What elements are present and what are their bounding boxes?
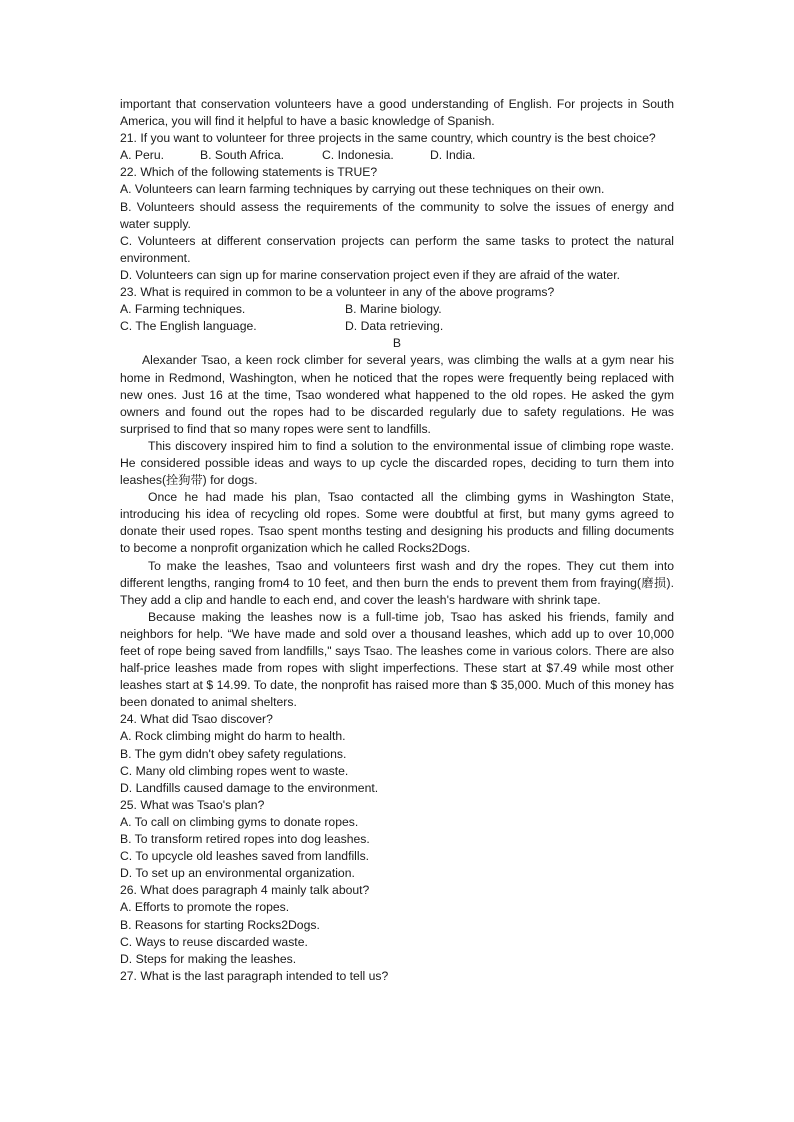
option-b: B. The gym didn't obey safety regulations. [120,746,347,761]
option-a: A. Volunteers can learn farming techniques by carrying out these techniques on their own. [120,182,605,197]
option-c: C. The English language. [120,319,257,334]
question-stem: 24. What did Tsao discover? [120,712,273,727]
question-22 [120,164,674,284]
question-stem: 25. What was Tsao's plan? [120,797,265,812]
option-b: B. South Africa. [200,148,285,163]
passage-b [120,352,674,711]
options-row [120,318,674,335]
option-c: C. To upcycle old leashes saved from landfills. [120,849,370,864]
option-d: D. Data retrieving. [345,319,444,334]
question-21 [120,130,674,164]
option-a: A. To call on climbing gyms to donate ropes. [120,814,359,829]
option-b: B. To transform retired ropes into dog leashes. [120,832,370,847]
option-c: C. Indonesia. [322,148,394,163]
option-a: A. Peru. [120,148,165,163]
option-a: A. Rock climbing might do harm to health. [120,729,346,744]
paragraph-1: Alexander Tsao, a keen rock climber for several years, was climbing the walls at a gym near his home in Redmond, Washington, when he noticed that the ropes were frequently being replaced with new ones. Just 16 at the time, Tsao wondered what happened to the old ropes. He asked the gym owners and found out the ropes had to be discarded regularly due to safety regulations. He was surprised to find that so many ropes were sent to landfills. [120,353,674,436]
question-26 [120,882,674,967]
document-page [120,96,674,985]
section-b-heading: B [392,336,402,351]
question-25 [120,797,674,882]
option-b: B. Volunteers should assess the requirements of the community to solve the issues of energy and water supply. [120,199,674,231]
options-row [120,147,674,164]
question-stem: 27. What is the last paragraph intended to tell us? [120,968,389,983]
question-23 [120,284,674,335]
question-27 [120,968,674,985]
paragraph-4: To make the leashes, Tsao and volunteers first wash and dry the ropes. They cut them into different lengths, ranging from4 to 10 feet, and then burn the ends to prevent them from fraying(磨损). They add a clip and handle to each end, and cover the leash's hardware with shrink tape. [120,558,674,607]
option-d: D. To set up an environmental organization. [120,866,355,881]
option-d: D. Landfills caused damage to the environment. [120,780,379,795]
option-b: B. Reasons for starting Rocks2Dogs. [120,917,320,932]
paragraph-5: Because making the leashes now is a full-time job, Tsao has asked his friends, family and neighbors for help. “We have made and sold over a thousand leashes, which add up to over 10,000 feet of rope being saved from landfills," says Tsao. The leashes come in various colors. There are also half-price leashes made from ropes with slight imperfections. These start at $7.49 while most other leashes start at $ 14.99. To date, the nonprofit has raised more than $ 35,000. Much of this money has been donated to animal shelters. [120,609,674,710]
option-d: D. India. [430,148,476,163]
paragraph-2: This discovery inspired him to find a solution to the environmental issue of climbing rope waste. He considered possible ideas and ways to up cycle the discarded ropes, deciding to turn them into leashes(拴狗带) for dogs. [120,438,674,488]
options-row [120,301,674,318]
option-d: D. Volunteers can sign up for marine conservation project even if they are afraid of the water. [120,267,620,282]
question-stem: 23. What is required in common to be a volunteer in any of the above programs? [120,285,555,300]
option-d: D. Steps for making the leashes. [120,951,297,966]
question-stem: 26. What does paragraph 4 mainly talk about? [120,883,370,898]
option-a: A. Farming techniques. [120,302,246,317]
option-a: A. Efforts to promote the ropes. [120,900,290,915]
passage-a-ending: important that conservation volunteers have a good understanding of English. For projects in South America, you will find it helpful to have a basic knowledge of Spanish. [120,97,674,129]
option-c: C. Volunteers at different conservation projects can perform the same tasks to protect the natural environment. [120,233,674,265]
option-c: C. Ways to reuse discarded waste. [120,934,308,949]
question-stem: 21. If you want to volunteer for three projects in the same country, which country is the best choice? [120,131,656,146]
paragraph-3: Once he had made his plan, Tsao contacted all the climbing gyms in Washington State, introducing his idea of recycling old ropes. Some were doubtful at first, but many gyms agreed to donate their used ropes. Tsao spent months testing and designing his products and filling documents to become a nonprofit organization which he called Rocks2Dogs. [120,490,674,556]
option-b: B. Marine biology. [345,302,442,317]
question-24 [120,711,674,796]
option-c: C. Many old climbing ropes went to waste. [120,763,349,778]
question-stem: 22. Which of the following statements is TRUE? [120,165,378,180]
